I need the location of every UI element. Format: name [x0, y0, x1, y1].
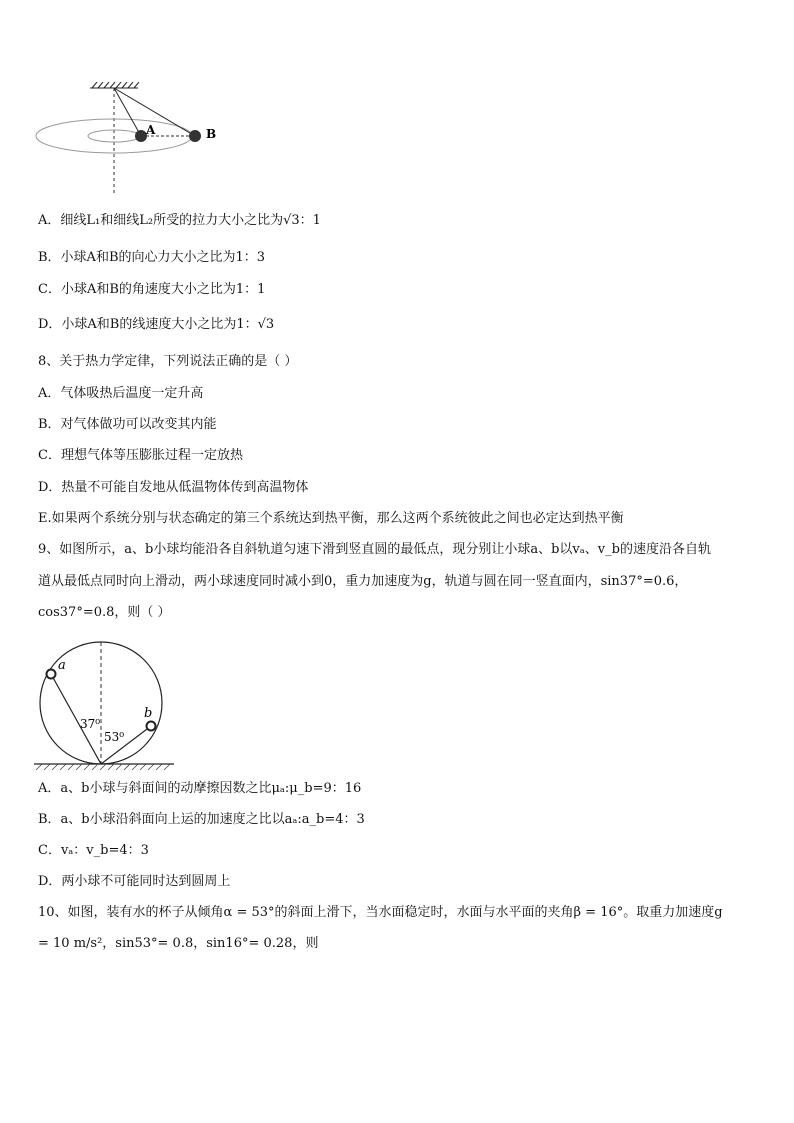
q9-stem-line1: 9、如图所示，a、b小球均能沿各自斜轨道匀速下滑到竖直圆的最低点，现分别让小球a、b以vₐ、v_b的速度沿各自轨 — [38, 542, 711, 557]
conical-pendulum-figure — [34, 82, 234, 198]
q8-option-d: D．热量不可能自发地从低温物体传到高温物体 — [38, 480, 309, 495]
q8-option-a: A．气体吸热后温度一定升高 — [38, 386, 204, 401]
ground-hatch — [36, 764, 170, 770]
q7-option-c: C．小球A和B的角速度大小之比为1：1 — [38, 282, 266, 297]
string-l1 — [114, 88, 141, 136]
ball-b — [189, 130, 201, 142]
fig-label-b: b — [144, 706, 153, 721]
ball-b-marker — [147, 722, 156, 731]
q9-option-a: A．a、b小球与斜面间的动摩擦因数之比μₐ:μ_b=9：16 — [38, 781, 362, 796]
angle-37: 37⁰ — [80, 717, 101, 731]
q9-option-d: D．两小球不可能同时达到圆周上 — [38, 874, 231, 889]
q7-option-a: A．细线L₁和细线L₂所受的拉力大小之比为√3：1 — [38, 213, 321, 228]
q7-option-b: B．小球A和B的向心力大小之比为1：3 — [38, 250, 266, 265]
q10-stem-line2: = 10 m/s²，sin53°= 0.8，sin16°= 0.28，则 — [38, 936, 319, 951]
angle-53: 53⁰ — [104, 730, 125, 744]
q8-option-c: C．理想气体等压膨胀过程一定放热 — [38, 448, 243, 463]
q7-option-d: D．小球A和B的线速度大小之比为1：√3 — [38, 317, 275, 332]
q8-stem: 8、关于热力学定律，下列说法正确的是（ ） — [38, 354, 298, 369]
ceiling-hatch — [90, 82, 139, 88]
q8-option-b: B．对气体做功可以改变其内能 — [38, 417, 217, 432]
fig-label-a: a — [58, 658, 66, 673]
circle-chords-figure — [34, 634, 184, 774]
q10-stem-line1: 10、如图，装有水的杯子从倾角α = 53°的斜面上滑下，当水面稳定时，水面与水平面的夹角β = 16°。取重力加速度g — [38, 905, 723, 920]
q9-stem-line2: 道从最低点同时向上滑动，两小球速度同时减小到0，重力加速度为g，轨道与圆在同一竖直面内，sin37°=0.6， — [38, 574, 688, 589]
q9-option-b: B．a、b小球沿斜面向上运的加速度之比以aₐ:a_b=4：3 — [38, 812, 365, 827]
label-a: A — [146, 123, 156, 137]
q9-stem-line3: cos37°=0.8，则（ ） — [38, 605, 171, 620]
label-b: B — [206, 127, 217, 141]
q9-option-c: C．vₐ：v_b=4：3 — [38, 843, 149, 858]
q8-option-e: E.如果两个系统分别与状态确定的第三个系统达到热平衡，那么这两个系统彼此之间也必定达到热平衡 — [38, 511, 624, 526]
ball-a-marker — [47, 670, 56, 679]
